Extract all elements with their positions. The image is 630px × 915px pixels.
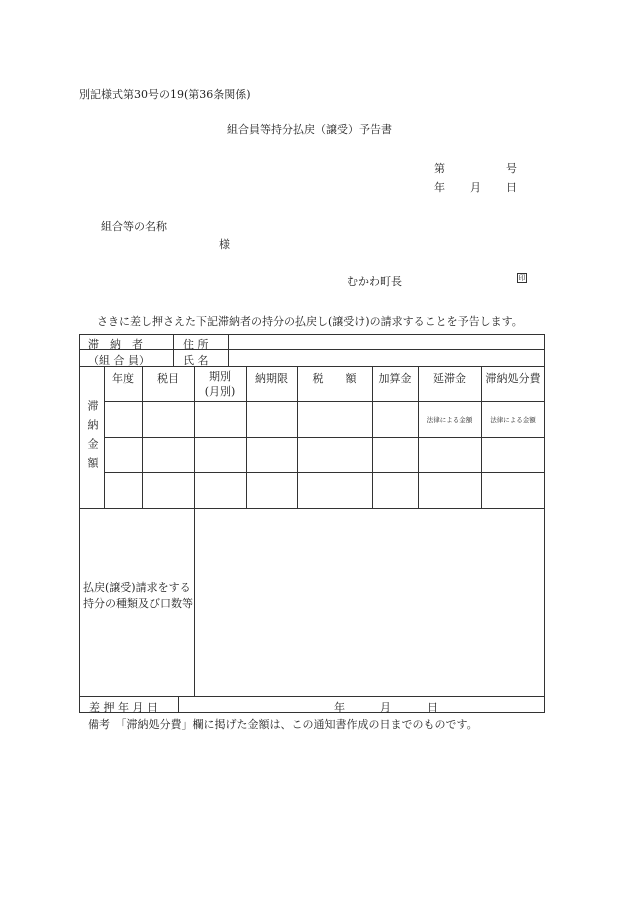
date-day: 日 <box>506 181 517 194</box>
date-year: 年 <box>434 181 445 194</box>
seizure-date-label: 差 押 年 月 日 <box>89 701 158 714</box>
amount-header-1: 税目 <box>157 372 179 385</box>
remarks: 備考 「滞納処分費」欄に掲げた金額は、この通知書作成の日までのものです。 <box>88 718 478 731</box>
delinquent-label: 滞 納 者 <box>88 338 143 351</box>
member-label: （組 合 員） <box>88 354 150 367</box>
form-reference: 別記様式第30号の19(第36条関係) <box>79 88 251 101</box>
addressee-honorific: 様 <box>219 238 230 251</box>
amount-header-6: 延滞金 <box>433 372 466 385</box>
number-gou: 号 <box>506 162 517 175</box>
seizure-year: 年 <box>334 701 345 714</box>
refund-label: 払戻(譲受)請求をする持分の種類及び口数等 <box>83 581 193 610</box>
address-field[interactable] <box>229 336 545 349</box>
legal-amount-note-1: 法律による金額 <box>490 416 536 424</box>
seizure-day: 日 <box>427 701 438 714</box>
legal-amount-note-0: 法律による金額 <box>426 416 473 424</box>
name-label: 氏 名 <box>183 354 209 367</box>
date-month: 月 <box>470 181 481 194</box>
amount-header-7: 滞納処分費 <box>485 372 541 385</box>
seal-mark: 印 <box>518 274 526 282</box>
amount-header-5: 加算金 <box>378 372 412 385</box>
intro-text: さきに差し押さえた下記滞納者の持分の払戻し(譲受け)の請求することを予告します。 <box>97 315 523 328</box>
amount-header-2: 期別 (月別) <box>204 370 236 398</box>
number-dai: 第 <box>434 162 445 175</box>
seizure-month: 月 <box>380 701 391 714</box>
refund-details-field[interactable] <box>195 510 545 696</box>
amount-label: 滞納金額 <box>86 400 99 476</box>
addressee-name-label: 組合等の名称 <box>101 220 167 233</box>
sender-name: むかわ町長 <box>347 275 402 288</box>
amount-header-4: 税 額 <box>312 372 357 385</box>
address-label: 住 所 <box>183 338 209 351</box>
name-field[interactable] <box>229 350 545 366</box>
amount-header-0: 年度 <box>112 372 134 385</box>
document-title: 組合員等持分払戻（譲受）予告書 <box>227 123 392 136</box>
amount-header-3: 納期限 <box>255 372 288 385</box>
